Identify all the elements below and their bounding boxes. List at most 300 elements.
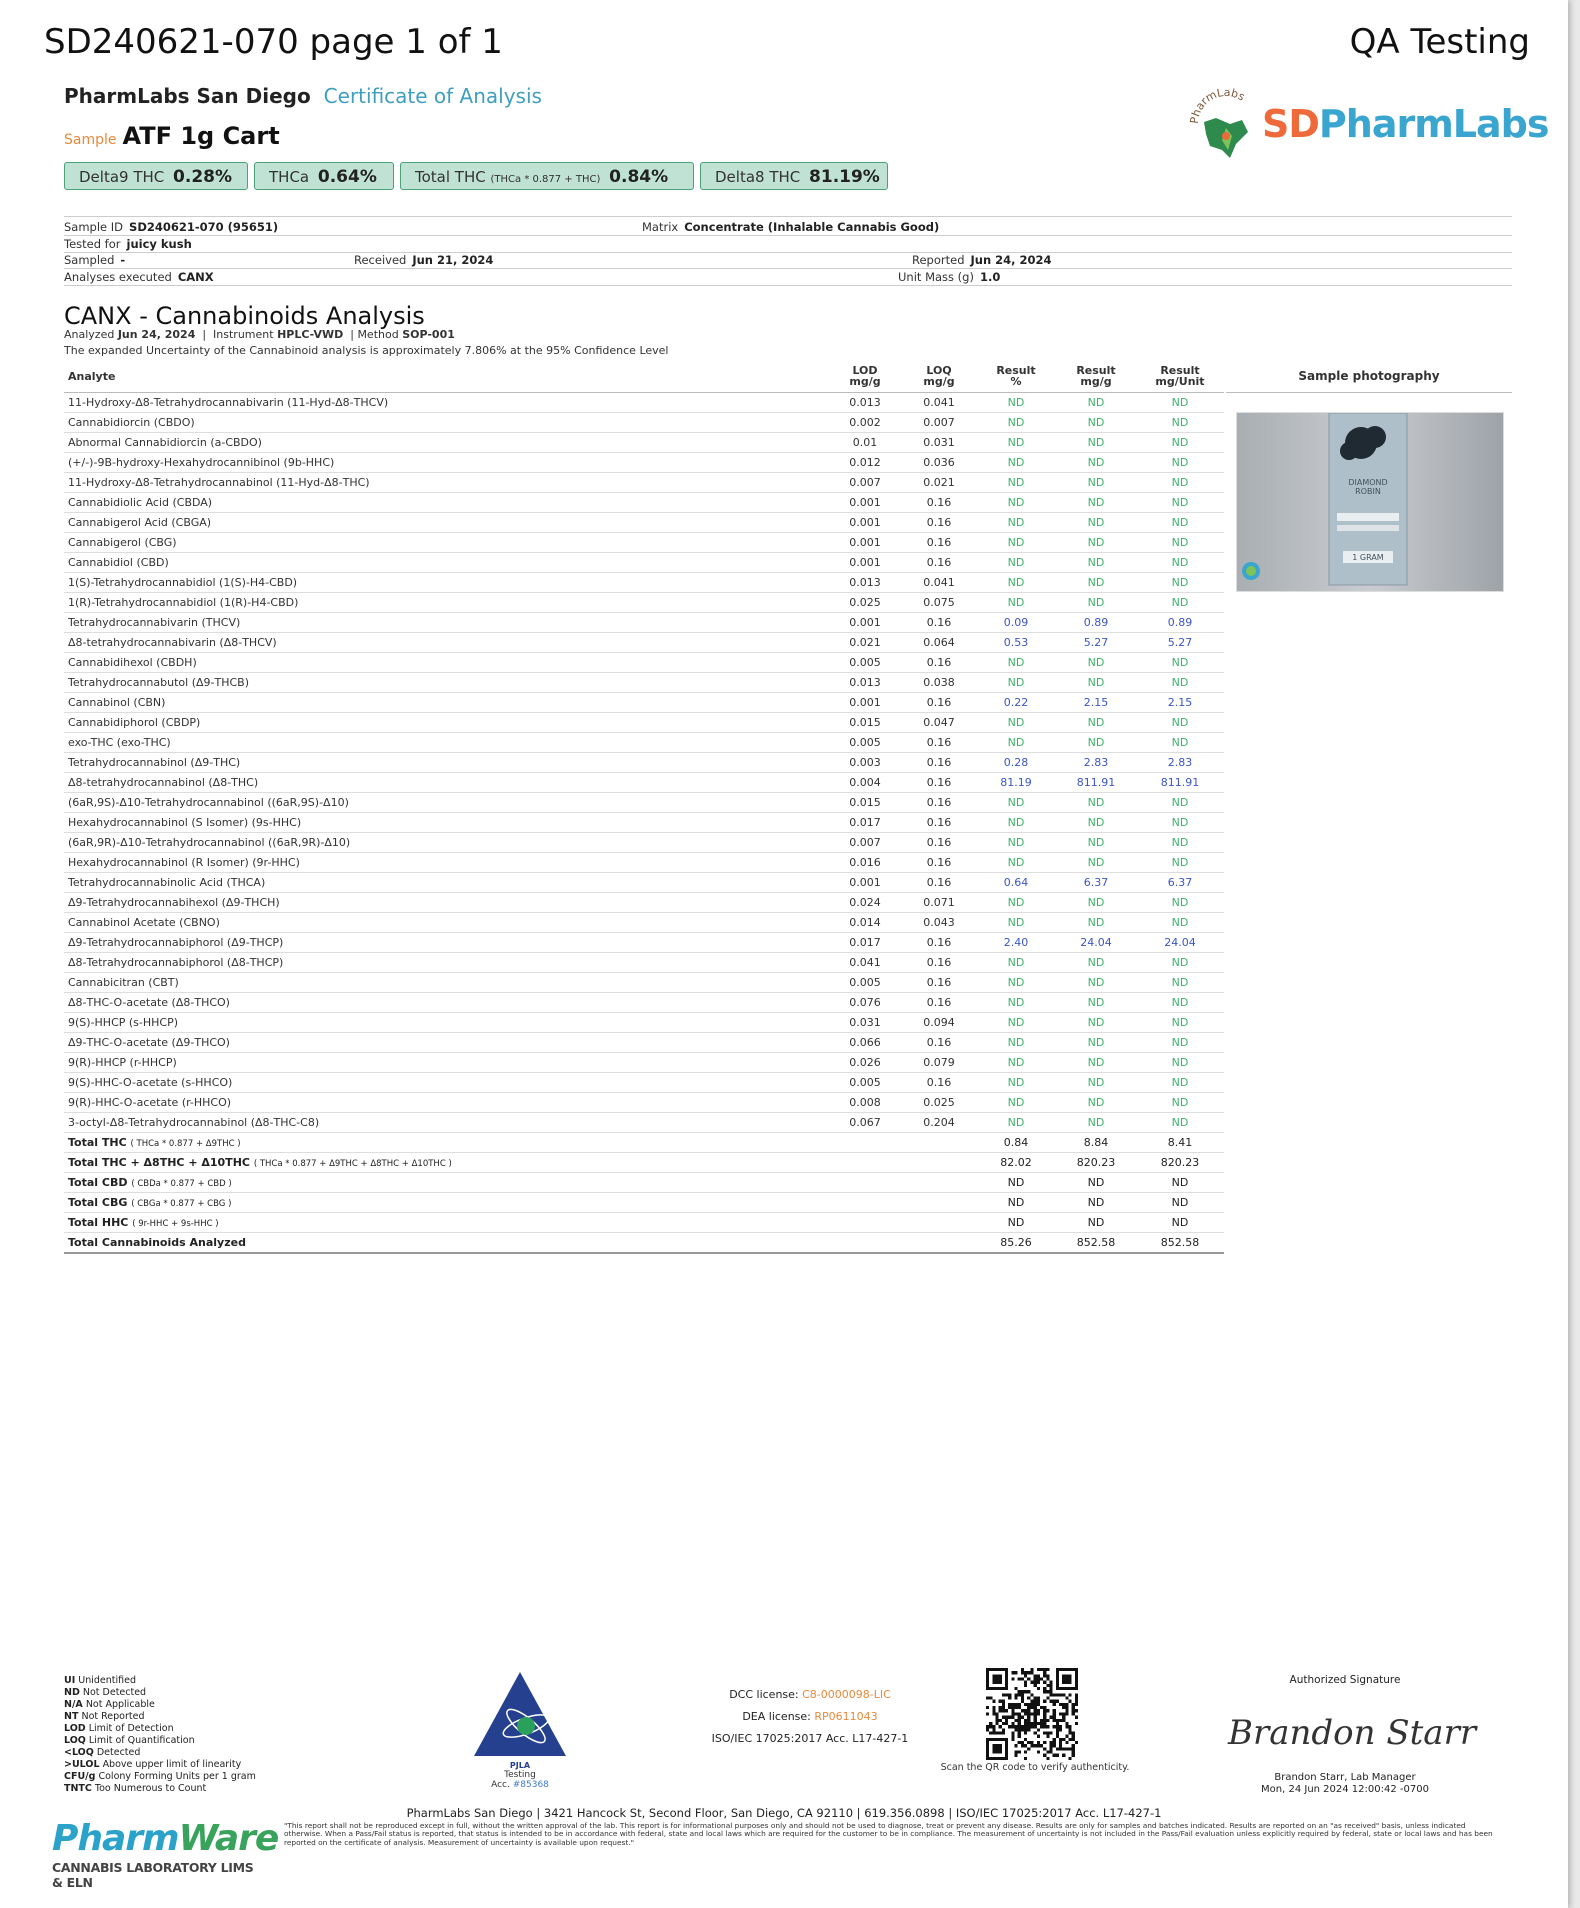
- handwritten-signature: [1218, 1704, 1478, 1760]
- pharmware-logo: [52, 1818, 279, 1890]
- cell-result-mgg: 0.89: [1056, 613, 1136, 633]
- cell-loq: 0.16: [902, 733, 976, 753]
- legend-item: N/A Not Applicable: [64, 1699, 155, 1710]
- cell-result-mgg: ND: [1056, 1113, 1136, 1133]
- meta-sample-id: Sample ID SD240621-070 (95651): [64, 220, 279, 234]
- cell-result-mgg: ND: [1056, 1013, 1136, 1033]
- meta-rule-3: [64, 268, 1512, 269]
- cell-result-mgg: ND: [1056, 1073, 1136, 1093]
- cell-result-mgg: ND: [1056, 1093, 1136, 1113]
- table-row: [64, 913, 1224, 933]
- cartridge-box-image: [1237, 413, 1503, 591]
- cell-result-mgg: ND: [1056, 793, 1136, 813]
- cell-total-mgu: ND: [1136, 1173, 1224, 1193]
- cell-analyte: Tetrahydrocannabinolic Acid (THCA): [64, 873, 828, 893]
- cell-result-pct: 2.40: [976, 933, 1056, 953]
- cell-lod: 0.013: [828, 673, 902, 693]
- cell-result-mgu: ND: [1136, 853, 1224, 873]
- meta-sampled: Sampled -: [64, 253, 126, 267]
- cell-result-mgg: ND: [1056, 813, 1136, 833]
- cell-lod: [828, 1133, 902, 1153]
- cell-lod: 0.017: [828, 933, 902, 953]
- cell-result-pct: ND: [976, 513, 1056, 533]
- cell-result-pct: ND: [976, 1093, 1056, 1113]
- cell-result-pct: ND: [976, 733, 1056, 753]
- photo-label-3: 1 GRAM: [1352, 553, 1384, 562]
- cell-lod: 0.007: [828, 473, 902, 493]
- cell-analyte: Cannabigerol Acid (CBGA): [64, 513, 828, 533]
- cell-result-pct: ND: [976, 393, 1056, 413]
- cell-lod: 0.012: [828, 453, 902, 473]
- cell-analyte: Cannabidihexol (CBDH): [64, 653, 828, 673]
- cell-result-pct: ND: [976, 573, 1056, 593]
- svg-text:Brandon Starr: Brandon Starr: [1228, 1713, 1477, 1753]
- cell-lod: [828, 1213, 902, 1233]
- cell-analyte: 9(S)-HHCP (s-HHCP): [64, 1013, 828, 1033]
- cell-loq: 0.16: [902, 753, 976, 773]
- total-formula: ( THCa * 0.877 + Δ9THC + Δ8THC + Δ10THC ): [253, 1159, 452, 1169]
- table-row: [64, 653, 1224, 673]
- total-row: [64, 1173, 1224, 1193]
- cell-result-pct: ND: [976, 1053, 1056, 1073]
- total-row: [64, 1213, 1224, 1233]
- cell-lod: 0.014: [828, 913, 902, 933]
- cell-result-mgg: 2.15: [1056, 693, 1136, 713]
- cell-analyte: 1(R)-Tetrahydrocannabidiol (1(R)-H4-CBD): [64, 593, 828, 613]
- cell-analyte: Cannabidiolic Acid (CBDA): [64, 493, 828, 513]
- legend-item: NT Not Reported: [64, 1711, 145, 1722]
- cell-total-label: [64, 1173, 828, 1193]
- cell-total-pct: ND: [976, 1213, 1056, 1233]
- table-row: [64, 613, 1224, 633]
- cell-result-mgu: ND: [1136, 673, 1224, 693]
- table-row: [64, 1093, 1224, 1113]
- cell-result-mgg: ND: [1056, 573, 1136, 593]
- table-row: [64, 693, 1224, 713]
- cell-analyte: Tetrahydrocannabivarin (THCV): [64, 613, 828, 633]
- cell-result-pct: ND: [976, 893, 1056, 913]
- cell-result-mgg: ND: [1056, 913, 1136, 933]
- cell-loq: 0.047: [902, 713, 976, 733]
- cell-loq: 0.075: [902, 593, 976, 613]
- dcc-license: DCC license: C8-0000098-LIC: [729, 1688, 891, 1701]
- cell-loq: 0.16: [902, 993, 976, 1013]
- cell-loq: 0.079: [902, 1053, 976, 1073]
- table-row: [64, 773, 1224, 793]
- cell-lod: 0.007: [828, 833, 902, 853]
- cell-result-mgu: ND: [1136, 893, 1224, 913]
- cell-result-mgg: ND: [1056, 393, 1136, 413]
- logo-arc-text: PharmLabs: [1187, 85, 1248, 125]
- cell-total-mgg: 820.23: [1056, 1153, 1136, 1173]
- cell-lod: 0.008: [828, 1093, 902, 1113]
- sdpharmlabs-logo: [1186, 84, 1549, 164]
- table-row: [64, 813, 1224, 833]
- cell-result-pct: 81.19: [976, 773, 1056, 793]
- cell-result-pct: ND: [976, 1013, 1056, 1033]
- cell-result-pct: ND: [976, 793, 1056, 813]
- meta-matrix: Matrix Concentrate (Inhalable Cannabis Good): [642, 220, 940, 234]
- cell-loq: 0.16: [902, 1033, 976, 1053]
- cell-total-pct: 82.02: [976, 1153, 1056, 1173]
- meta-rule-1: [64, 235, 1512, 236]
- cell-result-pct: ND: [976, 413, 1056, 433]
- logo-wordmark: SDPharmLabs: [1262, 102, 1549, 146]
- cell-result-mgg: 811.91: [1056, 773, 1136, 793]
- pjla-name: PJLA: [509, 1761, 531, 1770]
- total-label: Total CBD: [68, 1176, 128, 1189]
- total-label: Total THC + Δ8THC + Δ10THC: [68, 1156, 250, 1169]
- legend-item: UI Unidentified: [64, 1675, 137, 1686]
- cell-total-mgu: ND: [1136, 1213, 1224, 1233]
- cell-result-pct: ND: [976, 993, 1056, 1013]
- total-row: [64, 1133, 1224, 1153]
- table-row: [64, 1073, 1224, 1093]
- cell-loq: 0.16: [902, 533, 976, 553]
- cell-loq: 0.041: [902, 573, 976, 593]
- cell-loq: 0.204: [902, 1113, 976, 1133]
- signature-label: Authorized Signature: [1289, 1674, 1401, 1686]
- cell-total-mgg: ND: [1056, 1213, 1136, 1233]
- cell-loq: [902, 1213, 976, 1233]
- total-formula: ( 9r-HHC + 9s-HHC ): [132, 1219, 219, 1229]
- cell-loq: [902, 1233, 976, 1254]
- total-label: Total THC: [68, 1136, 127, 1149]
- cell-analyte: Δ8-THC-O-acetate (Δ8-THCO): [64, 993, 828, 1013]
- cell-total-mgg: ND: [1056, 1173, 1136, 1193]
- cell-total-label: [64, 1133, 828, 1153]
- cell-lod: 0.024: [828, 893, 902, 913]
- lab-name: PharmLabs San Diego: [64, 84, 311, 108]
- cell-result-mgg: ND: [1056, 473, 1136, 493]
- cell-total-mgu: 8.41: [1136, 1133, 1224, 1153]
- cell-analyte: Cannabinol (CBN): [64, 693, 828, 713]
- cell-result-mgu: ND: [1136, 973, 1224, 993]
- uncertainty-note: The expanded Uncertainty of the Cannabinoid analysis is approximately 7.806% at the 95% Confidence Level: [64, 344, 669, 357]
- col-loq: LOQ mg/g: [902, 360, 976, 393]
- summary-pill-thca: THCa 0.64%: [254, 162, 394, 190]
- cell-lod: 0.076: [828, 993, 902, 1013]
- cell-loq: 0.16: [902, 1073, 976, 1093]
- cell-result-mgu: ND: [1136, 573, 1224, 593]
- cell-analyte: 9(R)-HHC-O-acetate (r-HHCO): [64, 1093, 828, 1113]
- table-row: [64, 713, 1224, 733]
- cell-loq: 0.16: [902, 553, 976, 573]
- cell-result-mgu: ND: [1136, 413, 1224, 433]
- cell-total-mgg: 8.84: [1056, 1133, 1136, 1153]
- table-row: [64, 393, 1224, 413]
- cell-total-label: [64, 1153, 828, 1173]
- cell-result-pct: 0.64: [976, 873, 1056, 893]
- cell-result-mgu: ND: [1136, 493, 1224, 513]
- legend-item: <LOQ Detected: [64, 1747, 141, 1758]
- meta-analyses: Analyses executed CANX: [64, 270, 214, 284]
- cell-analyte: Tetrahydrocannabinol (Δ9-THC): [64, 753, 828, 773]
- cell-lod: 0.017: [828, 813, 902, 833]
- cell-result-mgg: ND: [1056, 553, 1136, 573]
- cell-result-mgg: ND: [1056, 433, 1136, 453]
- summary-pill-delta9: Delta9 THC 0.28%: [64, 162, 248, 190]
- qa-testing-label: QA Testing: [1349, 22, 1530, 62]
- cell-result-mgg: ND: [1056, 533, 1136, 553]
- cell-loq: 0.064: [902, 633, 976, 653]
- cell-result-mgg: ND: [1056, 513, 1136, 533]
- legend-item: LOD Limit of Detection: [64, 1723, 174, 1734]
- cell-lod: 0.01: [828, 433, 902, 453]
- cell-lod: 0.001: [828, 693, 902, 713]
- cell-result-mgu: ND: [1136, 1013, 1224, 1033]
- cell-result-pct: ND: [976, 913, 1056, 933]
- cell-loq: [902, 1173, 976, 1193]
- cell-result-mgg: ND: [1056, 413, 1136, 433]
- table-row: [64, 513, 1224, 533]
- signature-icon: [1218, 1704, 1478, 1760]
- total-formula: ( CBGa * 0.877 + CBG ): [131, 1199, 232, 1209]
- cell-total-mgg: 852.58: [1056, 1233, 1136, 1254]
- cell-result-mgu: ND: [1136, 793, 1224, 813]
- cell-loq: 0.16: [902, 513, 976, 533]
- cell-result-mgu: ND: [1136, 393, 1224, 413]
- sample-heading: [64, 122, 280, 150]
- meta-reported: Reported Jun 24, 2024: [912, 253, 1052, 267]
- cell-lod: 0.015: [828, 713, 902, 733]
- cell-analyte: Hexahydrocannabinol (R Isomer) (9r-HHC): [64, 853, 828, 873]
- cell-result-pct: ND: [976, 833, 1056, 853]
- table-row: [64, 473, 1224, 493]
- cell-result-pct: ND: [976, 433, 1056, 453]
- cell-result-mgg: 24.04: [1056, 933, 1136, 953]
- cell-result-pct: 0.53: [976, 633, 1056, 653]
- cell-loq: 0.16: [902, 953, 976, 973]
- cell-loq: 0.021: [902, 473, 976, 493]
- iso-accreditation: ISO/IEC 17025:2017 Acc. L17-427-1: [711, 1732, 909, 1745]
- cell-result-pct: ND: [976, 813, 1056, 833]
- cell-result-mgg: ND: [1056, 853, 1136, 873]
- cell-analyte: Δ9-Tetrahydrocannabihexol (Δ9-THCH): [64, 893, 828, 913]
- cell-result-pct: 0.22: [976, 693, 1056, 713]
- cell-lod: 0.041: [828, 953, 902, 973]
- meta-rule-bottom: [64, 285, 1512, 286]
- cell-result-mgg: ND: [1056, 673, 1136, 693]
- col-result-pct: Result %: [976, 360, 1056, 393]
- col-result-mgu: Result mg/Unit: [1136, 360, 1224, 393]
- cell-lod: 0.015: [828, 793, 902, 813]
- cell-analyte: Cannabigerol (CBG): [64, 533, 828, 553]
- cell-result-pct: ND: [976, 713, 1056, 733]
- total-label: Total CBG: [68, 1196, 128, 1209]
- cell-loq: 0.16: [902, 833, 976, 853]
- cell-lod: [828, 1233, 902, 1254]
- cell-result-mgg: ND: [1056, 733, 1136, 753]
- table-row: [64, 493, 1224, 513]
- cell-loq: 0.031: [902, 433, 976, 453]
- qr-code[interactable]: [986, 1668, 1078, 1760]
- table-row: [64, 753, 1224, 773]
- cell-result-mgu: ND: [1136, 513, 1224, 533]
- cell-result-pct: ND: [976, 553, 1056, 573]
- summary-pill-total-thc: Total THC (THCa * 0.877 + THC) 0.84%: [400, 162, 694, 190]
- signatory: Brandon Starr, Lab Manager Mon, 24 Jun 2024 12:00:42 -0700: [1261, 1772, 1429, 1795]
- cell-analyte: Cannabidiorcin (CBDO): [64, 413, 828, 433]
- table-row: [64, 433, 1224, 453]
- cell-loq: 0.16: [902, 793, 976, 813]
- cell-result-mgu: ND: [1136, 653, 1224, 673]
- cell-loq: 0.16: [902, 933, 976, 953]
- cell-lod: 0.013: [828, 393, 902, 413]
- cell-total-pct: ND: [976, 1193, 1056, 1213]
- cell-lod: 0.025: [828, 593, 902, 613]
- cell-loq: 0.16: [902, 813, 976, 833]
- total-row: [64, 1153, 1224, 1173]
- cell-loq: 0.025: [902, 1093, 976, 1113]
- cell-result-mgg: ND: [1056, 453, 1136, 473]
- cell-analyte: 11-Hydroxy-Δ8-Tetrahydrocannabivarin (11-Hyd-Δ8-THCV): [64, 393, 828, 413]
- legend-item: ND Not Detected: [64, 1687, 147, 1698]
- cell-analyte: 11-Hydroxy-Δ8-Tetrahydrocannabinol (11-Hyd-Δ8-THC): [64, 473, 828, 493]
- cell-analyte: Δ9-Tetrahydrocannabiphorol (Δ9-THCP): [64, 933, 828, 953]
- sample-photo: [1236, 412, 1504, 592]
- table-row: [64, 593, 1224, 613]
- cell-result-mgu: 2.15: [1136, 693, 1224, 713]
- cell-result-mgg: ND: [1056, 713, 1136, 733]
- cell-lod: 0.001: [828, 513, 902, 533]
- sample-label: Sample: [64, 132, 117, 148]
- col-analyte: Analyte: [64, 360, 828, 393]
- cell-result-mgg: 6.37: [1056, 873, 1136, 893]
- page-title: SD240621-070 page 1 of 1: [44, 22, 503, 62]
- cell-result-mgu: ND: [1136, 433, 1224, 453]
- cell-lod: 0.003: [828, 753, 902, 773]
- sample-name: ATF 1g Cart: [122, 122, 280, 150]
- table-header-row: [64, 360, 1224, 393]
- dea-license: DEA license: RP0611043: [742, 1710, 878, 1723]
- pharmware-tagline: CANNABIS LABORATORY LIMS & ELN: [52, 1860, 254, 1890]
- cell-analyte: (6aR,9R)-Δ10-Tetrahydrocannabinol ((6aR,9R)-Δ10): [64, 833, 828, 853]
- cell-lod: 0.001: [828, 533, 902, 553]
- analysis-info: Analyzed Jun 24, 2024 | Instrument HPLC-VWD | Method SOP-001: [64, 328, 455, 341]
- cell-loq: 0.038: [902, 673, 976, 693]
- cell-result-pct: ND: [976, 533, 1056, 553]
- cell-result-mgu: ND: [1136, 713, 1224, 733]
- cell-analyte: Δ9-THC-O-acetate (Δ9-THCO): [64, 1033, 828, 1053]
- photo-label-1: DIAMOND: [1348, 478, 1388, 487]
- meta-rule-top: [64, 216, 1512, 217]
- table-row: [64, 573, 1224, 593]
- table-row: [64, 833, 1224, 853]
- cell-loq: 0.036: [902, 453, 976, 473]
- cell-loq: 0.043: [902, 913, 976, 933]
- cell-result-pct: ND: [976, 1033, 1056, 1053]
- cell-result-mgu: ND: [1136, 993, 1224, 1013]
- cell-result-mgu: 5.27: [1136, 633, 1224, 653]
- total-formula: ( CBDa * 0.877 + CBD ): [131, 1179, 232, 1189]
- table-row: [64, 1033, 1224, 1053]
- cell-result-mgg: 5.27: [1056, 633, 1136, 653]
- cell-result-mgu: ND: [1136, 553, 1224, 573]
- total-label: Total HHC: [68, 1216, 129, 1229]
- pjla-triangle-icon: [470, 1670, 570, 1770]
- cell-total-mgu: 820.23: [1136, 1153, 1224, 1173]
- california-leaf-icon: [1186, 84, 1266, 164]
- cell-result-mgu: ND: [1136, 1093, 1224, 1113]
- table-row: [64, 633, 1224, 653]
- pjla-accreditation-logo: [470, 1670, 570, 1780]
- cell-loq: 0.071: [902, 893, 976, 913]
- cell-loq: 0.041: [902, 393, 976, 413]
- qr-caption: Scan the QR code to verify authenticity.: [940, 1762, 1130, 1773]
- cell-result-mgu: 6.37: [1136, 873, 1224, 893]
- cell-lod: 0.005: [828, 653, 902, 673]
- summary-pill-delta8: Delta8 THC 81.19%: [700, 162, 888, 190]
- cell-lod: [828, 1173, 902, 1193]
- table-row: [64, 553, 1224, 573]
- cell-total-label: [64, 1213, 828, 1233]
- cell-result-mgu: ND: [1136, 533, 1224, 553]
- cell-lod: 0.066: [828, 1033, 902, 1053]
- cell-result-mgg: ND: [1056, 593, 1136, 613]
- cell-result-mgu: ND: [1136, 953, 1224, 973]
- total-formula: ( THCa * 0.877 + Δ9THC ): [130, 1139, 241, 1149]
- analysis-title: CANX - Cannabinoids Analysis: [64, 302, 425, 330]
- cell-total-label: [64, 1233, 828, 1254]
- cell-total-mgu: 852.58: [1136, 1233, 1224, 1254]
- cell-total-label: [64, 1193, 828, 1213]
- cell-result-mgu: ND: [1136, 453, 1224, 473]
- cell-result-mgu: 811.91: [1136, 773, 1224, 793]
- cell-result-pct: 0.28: [976, 753, 1056, 773]
- cell-lod: 0.005: [828, 1073, 902, 1093]
- table-row: [64, 853, 1224, 873]
- cell-lod: 0.005: [828, 973, 902, 993]
- cell-result-mgg: ND: [1056, 973, 1136, 993]
- meta-received: Received Jun 21, 2024: [354, 253, 494, 267]
- table-row: [64, 1053, 1224, 1073]
- pjla-caption: Testing Acc. #85368: [491, 1770, 549, 1790]
- photo-label-2: ROBIN: [1355, 487, 1381, 496]
- cell-result-mgg: ND: [1056, 993, 1136, 1013]
- table-row: [64, 933, 1224, 953]
- cell-loq: 0.16: [902, 693, 976, 713]
- cell-loq: 0.16: [902, 653, 976, 673]
- cell-total-pct: 0.84: [976, 1133, 1056, 1153]
- table-row: [64, 893, 1224, 913]
- cell-analyte: Δ8-Tetrahydrocannabiphorol (Δ8-THCP): [64, 953, 828, 973]
- cell-lod: 0.001: [828, 873, 902, 893]
- cell-analyte: (+/-)-9B-hydroxy-Hexahydrocannibinol (9b-HHC): [64, 453, 828, 473]
- meta-rule-2: [64, 252, 1512, 253]
- cell-loq: [902, 1193, 976, 1213]
- cell-result-pct: ND: [976, 673, 1056, 693]
- footer-address: PharmLabs San Diego | 3421 Hancock St, Second Floor, San Diego, CA 92110 | 619.356.0898 | ISO/IEC 17025:2017 Acc. L17-427-1: [406, 1806, 1162, 1820]
- cell-result-mgg: ND: [1056, 953, 1136, 973]
- meta-tested-for: Tested for juicy kush: [64, 237, 192, 251]
- cell-lod: 0.067: [828, 1113, 902, 1133]
- cell-analyte: Tetrahydrocannabutol (Δ9-THCB): [64, 673, 828, 693]
- cell-result-pct: ND: [976, 853, 1056, 873]
- cell-result-mgu: ND: [1136, 833, 1224, 853]
- cell-lod: 0.005: [828, 733, 902, 753]
- cell-lod: 0.004: [828, 773, 902, 793]
- cell-loq: [902, 1153, 976, 1173]
- cell-lod: 0.001: [828, 553, 902, 573]
- legend-item: TNTC Too Numerous to Count: [64, 1783, 207, 1794]
- cell-analyte: Δ8-tetrahydrocannabivarin (Δ8-THCV): [64, 633, 828, 653]
- cell-analyte: Hexahydrocannabinol (S Isomer) (9s-HHC): [64, 813, 828, 833]
- cell-result-pct: ND: [976, 953, 1056, 973]
- cell-lod: 0.002: [828, 413, 902, 433]
- cell-total-pct: 85.26: [976, 1233, 1056, 1254]
- cell-result-mgu: 2.83: [1136, 753, 1224, 773]
